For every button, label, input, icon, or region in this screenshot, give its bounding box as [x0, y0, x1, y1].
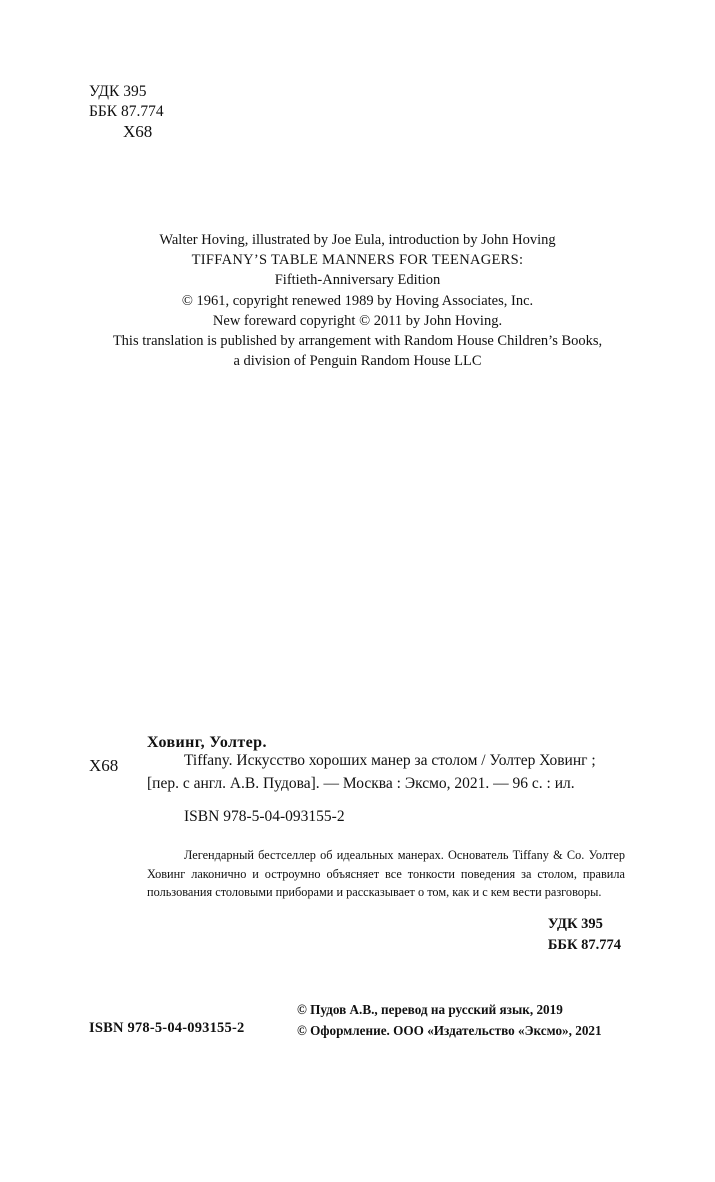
footer-copyrights — [297, 1000, 602, 1041]
udk-code: УДК 395 — [89, 83, 147, 100]
credits-line-title: TIFFANY’S TABLE MANNERS FOR TEENAGERS: — [191, 252, 524, 269]
copyright-translation: © Пудов А.В., перевод на русский язык, 2019 — [297, 1002, 563, 1017]
credits-line-division: a division of Penguin Random House LLC — [233, 353, 482, 370]
catalog-description-line-2: [пер. с англ. А.В. Пудова]. — Москва : Эксмо, 2021. — 96 с. : ил. — [147, 775, 575, 792]
catalog-annotation: Легендарный бестселлер об идеальных манерах. Основатель Tiffany & Co. Уолтер Ховинг лаконично и остроумно объясняет все тонкости поведения за столом, правила пользования столовыми приборами и рассказывает о том, как и с кем вести разговоры. — [147, 848, 625, 900]
catalog-author: Ховинг, Уолтер. — [147, 734, 267, 751]
bbk-code: ББК 87.774 — [89, 103, 164, 120]
credits-line-translation: This translation is published by arrangement with Random House Children’s Books, — [112, 333, 603, 350]
catalog-author-sign: Х68 — [89, 756, 119, 775]
classification-header — [89, 82, 164, 142]
credits-line-authors: Walter Hoving, illustrated by Joe Eula, introduction by John Hoving — [159, 232, 556, 248]
catalog-isbn: ISBN 978-5-04-093155-2 — [184, 808, 345, 825]
footer-isbn: ISBN 978-5-04-093155-2 — [89, 1020, 245, 1036]
credits-line-edition: Fiftieth-Anniversary Edition — [274, 272, 441, 289]
catalog-udk: УДК 395 — [547, 916, 603, 932]
catalog-bbk: ББК 87.774 — [547, 936, 621, 953]
author-sign: Х68 — [123, 122, 153, 141]
copyright-design: © Оформление. ООО «Издательство «Эксмо», 2021 — [297, 1022, 602, 1038]
credits-line-foreword: New foreward copyright © 2011 by John Hoving. — [212, 312, 503, 329]
credits-line-copyright: © 1961, copyright renewed 1989 by Hoving Associates, Inc. — [181, 292, 534, 309]
original-credits — [0, 230, 715, 371]
catalog-classification — [548, 914, 621, 955]
catalog-description-line-1: Tiffany. Искусство хороших манер за столом / Уолтер Ховинг ; — [184, 752, 596, 769]
